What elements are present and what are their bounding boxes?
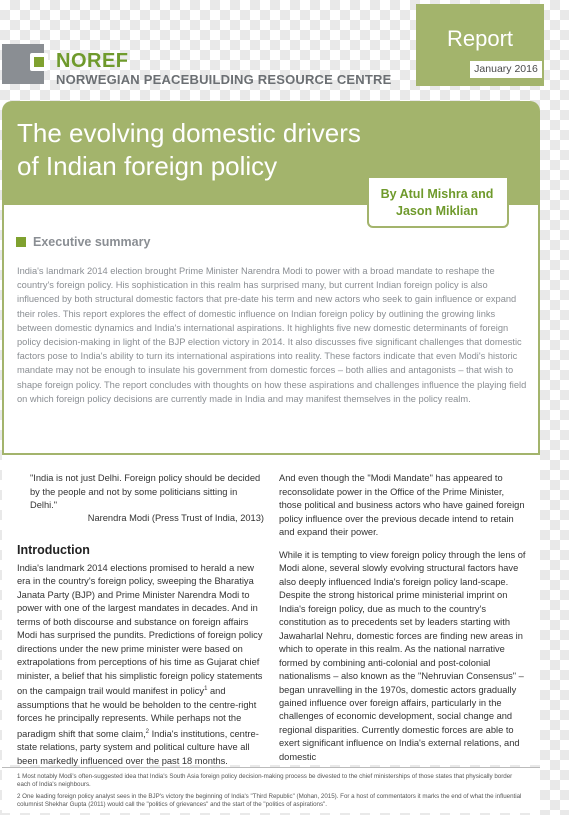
intro-paragraph-right-2: While it is tempting to view foreign policy through the lens of Modi alone, several slowly evolving structural factors have also deeply influenced India's foreign policy land-scape. Despite the strong historical prime ministerial imprint on India's foreign policy, due as much to the country's constitution as to precedents set by leaders starting with Jawaharlal Nehru, domestic forces are finding new areas in which to operate in this realm. As the national narrative formed by combining anti-colonial and post-colonial nationalisms – also known as the "Nehruvian Consensus" – began unravelling in the 1970s, domestic actors gradually gained influence over foreign affairs, particularly in the challenges of economic development, social change and regional disparities. Currently domestic forces are able to exert significant influence on India's external relations, and domestic (279, 550, 526, 762)
org-short-name: NOREF (56, 50, 129, 72)
intro-paragraph-right-1: And even though the "Modi Mandate" has appeared to reconsolidate power in the Office of the Prime Minister, those political and business actors who have gained foreign policy influence over the previous decade intend to retain and expand their power. (279, 473, 525, 537)
report-label: Report (446, 26, 514, 51)
intro-text-c: India's institutions, centre-state relations, party system and political culture have all been markedly influenced over the past 18 months. (17, 728, 259, 766)
intro-paragraph-left (17, 562, 267, 768)
org-full-name: NORWEGIAN PEACEBUILDING RESOURCE CENTRE (56, 72, 392, 87)
footnote-ref-1[interactable]: 1 (204, 686, 208, 693)
pull-quote: "India is not just Delhi. Foreign policy should be decided by the people and not by some politicians sitting in Delhi." (30, 473, 261, 510)
footnote-ref-2[interactable]: 2 (145, 728, 150, 735)
summary-text: India's landmark 2014 election brought Prime Minister Narendra Modi to power with a broad mandate to reshape the country's foreign policy. His sophistication in this realm has surprised many, but current Indian foreign policy is also influenced by both structural domestic factors that pre-date his term and new actors who seek to gain influence or expand their roles. This report explores the effect of domestic influence on Indian foreign policy by outlining the growing links between domestic dynamics and India's international aspirations. It highlights five new domestic determinants of foreign policy decision-making in light of the BJP election victory in 2014. It also discusses five significant challenges that domestic factors pose to India's ability to turn its international aspirations into reality. These factors indicate that even Modi's historic mandate may not be enough to insulate his government from domestic forces – both allies and antagonists – that wish to shape foreign policy. The report concludes with thoughts on how these aspirations and challenges influence the playing field on which foreign policy decisions are currently made in India and may manifest themselves in the policy realm. (17, 266, 527, 404)
authors-line-1: By Atul Mishra and (380, 187, 494, 201)
square-bullet-icon (16, 237, 26, 247)
authors (372, 186, 502, 220)
logo-mark-icon (30, 53, 48, 71)
report-date: January 2016 (470, 61, 542, 78)
summary-heading: Executive summary (33, 235, 151, 249)
report-badge (416, 4, 544, 86)
introduction-heading: Introduction (17, 543, 90, 557)
title-line-2: of Indian foreign policy (17, 151, 278, 181)
intro-text-b: and assumptions that he would be beholden to the centre-right forces he principally represents. While perhaps not the paradigm shift that some claim, (17, 686, 257, 739)
intro-text-a: India's landmark 2014 elections promised to herald a new era in the country's foreign policy, sweeping the Bharatiya Janata Party (BJP) and Prime Minister Narendra Modi to power with one of the largest mandates in decades. And in terms of both discourse and substance on foreign affairs Modi has surprised the pundits. Predictions of foreign policy directions under the new prime minister were based on extrapolations from perceptions of his time as Gujarat chief minister, a belief that his simplistic foreign policy statements on the campaign trail would manifest in policy (17, 563, 263, 697)
authors-line-2: Jason Miklian (396, 204, 478, 218)
footnote-1: 1 Most notably Modi's often-suggested idea that India's South Asia foreign policy decision-making process be divested to the chief ministerships of those states that physically border each of India's neighbours. (17, 773, 513, 788)
footnote-2: 2 One leading foreign policy analyst sees in the BJP's victory the beginning of India's "Third Republic" (Mohan, 2015). For a host of commentators it marks the end of what the influential columnist Shekhar Gupta (2011) would call the "politics of grievances" and the start of the "politics of aspirations". (17, 793, 522, 808)
document-title (17, 117, 427, 183)
quote-attribution: Narendra Modi (Press Trust of India, 2013) (87, 513, 264, 523)
title-line-1: The evolving domestic drivers (17, 118, 361, 148)
